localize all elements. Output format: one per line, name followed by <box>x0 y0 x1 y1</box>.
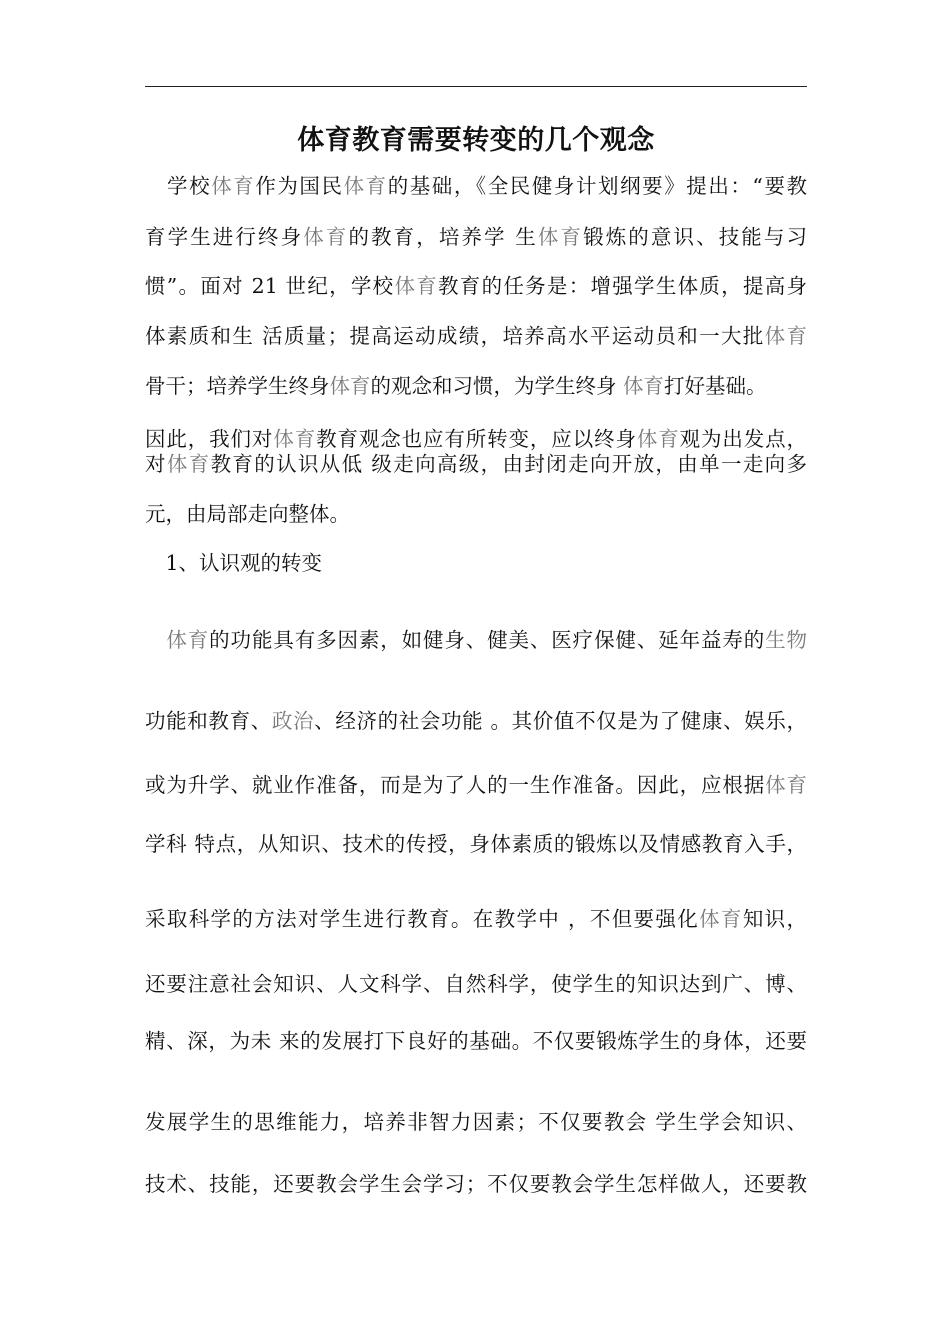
keyword-link[interactable]: 体育 <box>765 773 808 797</box>
text-segment: 锻炼的意识、技能与习 <box>583 225 808 249</box>
text-line <box>145 1027 807 1055</box>
keyword-link[interactable]: 体育 <box>273 427 317 451</box>
text-segment: 教育的认识从低 级走向高级，由封闭走向开放，由单一走向多 <box>210 452 808 476</box>
text-segment: 作为国民 <box>255 174 344 198</box>
text-line <box>145 425 807 453</box>
keyword-link[interactable]: 体育 <box>211 174 256 198</box>
text-line <box>145 707 807 735</box>
text-segment: 技术、技能，还要教会学生会学习；不仅要教会学生怎样做人，还要教 <box>145 1172 807 1196</box>
keyword-link[interactable]: 体育 <box>166 452 211 476</box>
text-segment <box>145 628 166 652</box>
text-segment: 1、认识观的转变 <box>145 551 323 575</box>
text-segment: 观为出发点， <box>679 427 808 451</box>
text-line <box>145 771 807 799</box>
keyword-link[interactable]: 生物 <box>765 628 808 652</box>
text-line <box>145 626 807 654</box>
document-title: 体育教育需要转变的几个观念 <box>297 125 655 156</box>
keyword-link[interactable]: 体育 <box>394 274 439 298</box>
text-segment: 的观念和习惯，为学生终身 <box>370 374 624 398</box>
text-segment: 打好基础。 <box>664 374 767 398</box>
text-segment: 对 <box>145 452 167 476</box>
keyword-link[interactable]: 体育 <box>303 225 349 249</box>
text-segment: 或为升学、就业作准备，而是为了人的一生作准备。因此，应根据 <box>145 773 766 797</box>
text-line <box>145 172 807 200</box>
text-line <box>145 1170 807 1198</box>
keyword-link[interactable]: 体育 <box>623 374 665 398</box>
text-segment: 的功能具有多因素，如健身、健美、医疗保健、延年益寿的 <box>209 628 766 652</box>
text-line <box>145 372 767 400</box>
text-segment: 因此，我们对 <box>145 427 274 451</box>
text-line <box>145 500 350 528</box>
text-segment: 骨干；培养学生终身 <box>145 374 330 398</box>
text-segment: 教育观念也应有所转变，应以终身 <box>316 427 637 451</box>
keyword-link[interactable]: 体育 <box>537 225 584 249</box>
text-segment: 采取科学的方法对学生进行教育。在教学中 ，不但要强化 <box>145 907 700 931</box>
text-segment: 精、深，为未 来的发展打下良好的基础。不仅要锻炼学生的身体，还要 <box>145 1029 807 1053</box>
text-segment: 学校 <box>145 174 212 198</box>
text-segment: 还要注意社会知识、人文科学、自然科学，使学生的知识达到广、博、 <box>145 972 807 996</box>
text-segment: 元，由局部走向整体。 <box>145 502 350 526</box>
text-segment: 功能和教育、 <box>145 709 272 733</box>
text-line <box>145 450 807 478</box>
keyword-link[interactable]: 政治 <box>271 709 315 733</box>
keyword-link[interactable]: 体育 <box>636 427 680 451</box>
text-segment: 、经济的社会功能 。其价值不仅是为了健康、娱乐， <box>314 709 808 733</box>
text-segment: 的基础，《全民健身计划纲要》提出：“要教 <box>387 174 808 198</box>
text-line <box>145 1108 807 1136</box>
text-line <box>145 322 807 350</box>
text-segment: 学科 特点，从知识、技术的传授，身体素质的锻炼以及情感教育入手， <box>145 832 807 856</box>
text-segment: 教育的任务是：增强学生体质，提高身 <box>438 274 808 298</box>
text-segment: 惯”。面对 21 世纪，学校 <box>145 274 395 298</box>
text-line <box>145 549 322 577</box>
text-segment: 知识， <box>742 907 808 931</box>
header-rule <box>145 86 807 87</box>
keyword-link[interactable]: 体育 <box>343 174 388 198</box>
keyword-link[interactable]: 体育 <box>699 907 743 931</box>
text-line <box>145 223 807 251</box>
text-line <box>145 905 807 933</box>
keyword-link[interactable]: 体育 <box>329 374 371 398</box>
keyword-link[interactable]: 体育 <box>166 628 210 652</box>
text-segment: 的教育，培养学 生 <box>348 225 538 249</box>
text-line <box>145 970 807 998</box>
text-segment: 育学生进行终身 <box>145 225 304 249</box>
text-line <box>145 272 807 300</box>
keyword-link[interactable]: 体育 <box>764 324 808 348</box>
text-line <box>145 830 807 858</box>
text-segment: 发展学生的思维能力，培养非智力因素；不仅要教会 学生学会知识、 <box>145 1110 807 1134</box>
text-segment: 体素质和生 活质量；提高运动成绩，培养高水平运动员和一大批 <box>145 324 765 348</box>
